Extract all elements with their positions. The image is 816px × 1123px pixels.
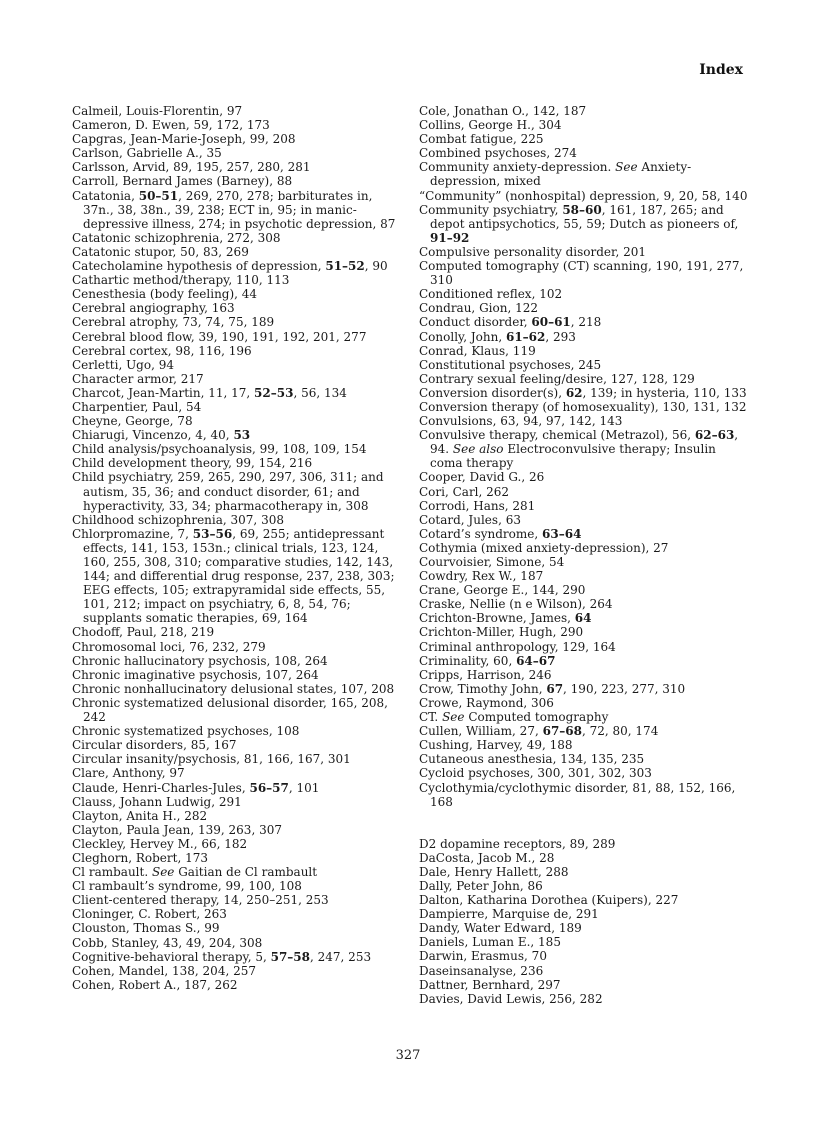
index-entry [419,555,749,569]
entry-text: Carlsson, Arvid, 89, 195, 257, 280, 281 [72,160,311,175]
index-column-right [419,104,749,1006]
main-page-ref: 51–52 [325,259,365,274]
entry-text: Crichton-Miller, Hugh, 290 [419,625,584,640]
main-page-ref: 60–61 [531,315,571,330]
index-entry [419,160,749,188]
index-entry [419,104,749,118]
index-entry [419,668,749,682]
index-column-left [72,104,402,992]
entry-text: Dampierre, Marquise de, 291 [419,907,599,922]
index-entry [72,160,402,174]
entry-text: Criminal anthropology, 129, 164 [419,639,616,654]
index-entry [72,752,402,766]
index-entry [72,682,402,696]
index-entry [72,964,402,978]
entry-text: Claude, Henri-Charles-Jules, [72,780,250,795]
index-entry [72,330,402,344]
index-entry [72,978,402,992]
index-entry [419,569,749,583]
index-entry [419,851,749,865]
main-page-ref: 57–58 [270,949,311,964]
entry-text: Daniels, Luman E., 185 [419,935,561,950]
entry-text: Chronic nonhallucinatory delusional states, 107, 208 [72,681,395,696]
entry-text: Clouston, Thomas S., 99 [72,921,220,936]
index-entry [72,400,402,414]
entry-text: Client-centered therapy, 14, 250–251, 253 [72,893,329,908]
entry-text: Conolly, John, [419,329,506,344]
entry-text: Cheyne, George, 78 [72,414,193,429]
entry-text: , 56, 134 [293,385,347,400]
entry-text: Chronic systematized psychoses, 108 [72,724,300,739]
entry-text: Clare, Anthony, 97 [72,766,185,781]
entry-text: Carroll, Bernard James (Barney), 88 [72,174,293,189]
entry-text: Childhood schizophrenia, 307, 308 [72,512,284,527]
entry-text: Cobb, Stanley, 43, 49, 204, 308 [72,935,263,950]
entry-text: , 139; in hysteria, 110, 133 [582,385,747,400]
index-entry [419,907,749,921]
entry-text: , 101 [288,780,320,795]
entry-text: Circular disorders, 85, 167 [72,738,237,753]
index-entry [72,907,402,921]
entry-text: Cohen, Robert A., 187, 262 [72,977,238,992]
entry-text: Cowdry, Rex W., 187 [419,569,544,584]
index-entry [72,936,402,950]
entry-text: Dattner, Bernhard, 297 [419,977,561,992]
main-page-ref: 62 [565,385,583,400]
entry-text: , 94. [430,428,739,457]
entry-text: Contrary sexual feeling/desire, 127, 128, 129 [419,371,695,386]
index-entry [419,865,749,879]
entry-text: Cullen, William, 27, [419,724,543,739]
entry-text: Compulsive personality disorder, 201 [419,244,646,259]
index-entry [419,386,749,400]
index-entry [72,174,402,188]
index-entry [72,527,402,626]
running-header: Index [699,62,743,78]
index-entry [419,921,749,935]
index-entry [72,344,402,358]
entry-text: Character armor, 217 [72,371,204,386]
entry-text: Chlorpromazine, 7, [72,526,193,541]
main-page-ref: 62–63 [694,428,735,443]
entry-text: Crane, George E., 144, 290 [419,583,586,598]
index-entry [72,879,402,893]
entry-text: Child development theory, 99, 154, 216 [72,456,313,471]
entry-text: Cohen, Mandel, 138, 204, 257 [72,963,256,978]
index-entry [419,935,749,949]
index-entry [72,287,402,301]
index-entry [72,273,402,287]
index-entry [72,668,402,682]
index-entry [419,315,749,329]
index-entry [419,682,749,696]
index-entry [72,456,402,470]
entry-text: Conrad, Klaus, 119 [419,343,536,358]
index-entry [72,104,402,118]
index-entry [72,189,402,231]
index-entry [72,301,402,315]
index-entry [72,724,402,738]
entry-text: Gaitian de Cl rambault [174,865,318,880]
index-entry [419,640,749,654]
entry-text: , 247, 253 [310,949,372,964]
entry-text: CT. [419,710,443,725]
page-number: 327 [395,1048,421,1063]
main-page-ref: 63–64 [542,526,582,541]
entry-text: Chronic systematized delusional disorder, 165, 208, 242 [72,695,388,725]
index-entry [72,414,402,428]
index-entry [419,118,749,132]
main-page-ref: 50–51 [138,188,179,203]
entry-text: Cenesthesia (body feeling), 44 [72,287,258,302]
index-entry [419,992,749,1006]
index-entry [419,837,749,851]
entry-text: Cotard, Jules, 63 [419,512,521,527]
entry-text: Cutaneous anesthesia, 134, 135, 235 [419,752,645,767]
entry-text: Chronic hallucinatory psychosis, 108, 264 [72,653,328,668]
index-entry [72,865,402,879]
entry-text: Cycloid psychoses, 300, 301, 302, 303 [419,766,652,781]
entry-text: Daseinsanalyse, 236 [419,963,544,978]
index-entry [72,315,402,329]
entry-text: Condrau, Gion, 122 [419,301,538,316]
entry-text: , 190, 223, 277, 310 [563,681,686,696]
index-entry [72,259,402,273]
entry-text: Catatonia, [72,188,139,203]
main-page-ref: 91–92 [430,230,470,245]
index-entry [419,513,749,527]
entry-text: Cerebral atrophy, 73, 74, 75, 189 [72,315,275,330]
main-page-ref: 53–56 [192,526,233,541]
entry-text: Conversion therapy (of homosexuality), 130, 131, 132 [419,399,747,414]
index-entry [419,583,749,597]
index-entry [72,654,402,668]
entry-text: Catatonic schizophrenia, 272, 308 [72,230,281,245]
entry-text: DaCosta, Jacob M., 28 [419,850,555,865]
entry-text: Crichton-Browne, James, [419,611,575,626]
entry-text: Clauss, Johann Ludwig, 291 [72,794,242,809]
entry-text: Chronic imaginative psychosis, 107, 264 [72,667,319,682]
entry-text: Darwin, Erasmus, 70 [419,949,547,964]
index-entry [72,358,402,372]
entry-text: Combined psychoses, 274 [419,146,577,161]
index-entry [72,470,402,512]
entry-text: Cerebral blood flow, 39, 190, 191, 192, 201, 277 [72,329,367,344]
entry-text: , 293 [545,329,576,344]
index-entry [419,766,749,780]
index-entry [72,921,402,935]
cross-reference: See [151,865,175,880]
entry-text: Cloninger, C. Robert, 263 [72,907,227,922]
entry-text: Anxiety-depression, mixed [430,160,692,189]
index-entry [72,823,402,837]
entry-text: Catatonic stupor, 50, 83, 269 [72,244,249,259]
index-entry [72,851,402,865]
entry-text: Cushing, Harvey, 49, 188 [419,738,573,753]
index-entry [419,330,749,344]
cross-reference: See [615,160,638,175]
entry-text: Capgras, Jean-Marie-Joseph, 99, 208 [72,132,296,147]
entry-text: Chiarugi, Vincenzo, 4, 40, [72,428,234,443]
index-entry [72,245,402,259]
entry-text: Community anxiety-depression. [419,160,616,175]
index-entry [72,372,402,386]
index-entry [72,795,402,809]
index-entry [419,146,749,160]
index-entry [419,949,749,963]
entry-text: Cerletti, Ugo, 94 [72,357,174,372]
entry-text: Electroconvulsive therapy; Insulin coma therapy [430,442,716,471]
entry-text: Cyclothymia/cyclothymic disorder, 81, 88, 152, 166, 168 [419,780,736,809]
index-entry [419,428,749,470]
index-entry [419,527,749,541]
index-entry [72,893,402,907]
entry-text: Carlson, Gabrielle A., 35 [72,146,222,161]
index-entry [419,358,749,372]
index-entry [419,893,749,907]
index-entry [419,132,749,146]
main-page-ref: 67–68 [542,724,582,739]
index-entry [419,189,749,203]
index-entry [419,372,749,386]
index-entry [419,696,749,710]
entry-text: , 69, 255; antidepressant effects, 141, 153, 153n.; clinical trials, 123, 124, 160, 255, 308, 310; comparative studies, 142, 143, 144; and differential drug response, 237, 238, 303; EEG effects, 105; extrapyramidal side effects, 55, 101, 212; impact on psychiatry, 6, 8, 54, 76; supplants somatic therapies, 69, 164 [83,526,395,626]
entry-text: Cerebral angiography, 163 [72,301,235,316]
index-entry [419,259,749,287]
entry-text: Child analysis/psychoanalysis, 99, 108, 109, 154 [72,442,367,457]
cross-reference: See also [452,442,504,457]
index-entry [72,837,402,851]
entry-text: Dally, Peter John, 86 [419,878,543,893]
index-entry [72,809,402,823]
entry-text: Calmeil, Louis-Florentin, 97 [72,104,243,118]
index-entry [419,541,749,555]
index-entry [419,344,749,358]
main-page-ref: 56–57 [249,780,289,795]
entry-text: Conditioned reflex, 102 [419,287,563,302]
entry-text: , 269, 270, 278; barbiturates in, 37n., 38, 38n., 39, 238; ECT in, 95; in manic-depressive illness, 274; in psychotic depression, 87 [83,188,396,231]
entry-text: Chromosomal loci, 76, 232, 279 [72,639,266,654]
entry-text: Criminality, 60, [419,653,517,668]
entry-text: Dale, Henry Hallett, 288 [419,864,569,879]
index-entry [419,724,749,738]
entry-text: Circular insanity/psychosis, 81, 166, 167, 301 [72,752,351,767]
entry-text: Chodoff, Paul, 218, 219 [72,625,215,640]
entry-text: Davies, David Lewis, 256, 282 [419,991,603,1006]
entry-text: Child psychiatry, 259, 265, 290, 297, 306, 311; and autism, 35, 36; and conduct disorder, 61; and hyperactivity, 33, 34; pharmacotherapy in, 308 [72,470,384,513]
index-entry [419,597,749,611]
main-page-ref: 67 [546,681,564,696]
cross-reference: See [442,710,465,725]
entry-text: Combat fatigue, 225 [419,132,544,147]
entry-text: Cl rambault’s syndrome, 99, 100, 108 [72,879,302,894]
entry-text: D2 dopamine receptors, 89, 289 [419,836,616,851]
entry-text: Cameron, D. Ewen, 59, 172, 173 [72,118,270,133]
entry-text: Convulsive therapy, chemical (Metrazol), 56, [419,428,695,443]
index-entry [72,766,402,780]
entry-text: , 90 [364,259,388,274]
entry-text: Clayton, Paula Jean, 139, 263, 307 [72,822,282,837]
index-entry [419,738,749,752]
index-entry [419,400,749,414]
entry-text: Dalton, Katharina Dorothea (Kuipers), 227 [419,893,679,908]
entry-text: Community psychiatry, [419,202,563,217]
main-page-ref: 53 [233,428,251,443]
entry-text: Cognitive-behavioral therapy, 5, [72,949,271,964]
entry-text: Cooper, David G., 26 [419,470,545,485]
index-entry [419,710,749,724]
entry-text: “Community” (nonhospital) depression, 9, 20, 58, 140 [419,188,748,203]
index-entry [72,781,402,795]
entry-text: Conduct disorder, [419,315,532,330]
index-entry [72,696,402,724]
entry-text: Courvoisier, Simone, 54 [419,555,565,569]
index-entry [419,301,749,315]
main-page-ref: 61–62 [505,329,546,344]
index-entry [72,132,402,146]
entry-text: Cori, Carl, 262 [419,484,510,499]
entry-text: Crow, Timothy John, [419,681,547,696]
index-entry [419,978,749,992]
entry-text: Crowe, Raymond, 306 [419,695,554,710]
entry-text: Conversion disorder(s), [419,385,566,400]
index-entry [72,950,402,964]
entry-text: Catecholamine hypothesis of depression, [72,259,326,274]
entry-text: Cleckley, Hervey M., 66, 182 [72,836,248,851]
entry-text: Cl rambault. [72,865,152,880]
index-entry [419,245,749,259]
index-entry [419,470,749,484]
index-entry [72,231,402,245]
entry-text: Cole, Jonathan O., 142, 187 [419,104,587,118]
entry-text: , 218 [570,315,602,330]
index-entry [419,654,749,668]
index-entry [72,386,402,400]
index-entry [72,738,402,752]
entry-text: Convulsions, 63, 94, 97, 142, 143 [419,414,623,429]
index-entry [419,499,749,513]
entry-text: Collins, George H., 304 [419,118,562,133]
index-entry [72,640,402,654]
entry-text: Charcot, Jean-Martin, 11, 17, [72,385,255,400]
main-page-ref: 58–60 [562,202,602,217]
entry-text: Cerebral cortex, 98, 116, 196 [72,343,252,358]
index-entry [419,879,749,893]
entry-text: Clayton, Anita H., 282 [72,808,208,823]
index-entry [419,752,749,766]
entry-text: Dandy, Water Edward, 189 [419,921,582,936]
entry-text: , 72, 80, 174 [582,724,659,739]
entry-text: Craske, Nellie (n e Wilson), 264 [419,597,613,612]
entry-text: Cothymia (mixed anxiety-depression), 27 [419,540,669,555]
index-entry [419,964,749,978]
index-entry [419,287,749,301]
entry-text: Constitutional psychoses, 245 [419,357,602,372]
index-entry [72,146,402,160]
index-entry [419,625,749,639]
entry-text: Cripps, Harrison, 246 [419,667,552,682]
index-entry [72,428,402,442]
index-entry [419,485,749,499]
index-entry [419,781,749,809]
index-entry [72,118,402,132]
letter-section-gap [419,809,749,837]
entry-text: , 161, 187, 265; and depot antipsychotics, 55, 59; Dutch as pioneers of, [430,202,739,231]
main-page-ref: 52–53 [254,385,294,400]
index-entry [72,625,402,639]
index-entry [72,513,402,527]
main-page-ref: 64–67 [516,653,556,668]
entry-text: Computed tomography (CT) scanning, 190, 191, 277, 310 [419,259,744,288]
entry-text: Cleghorn, Robert, 173 [72,850,208,865]
index-entry [419,414,749,428]
index-entry [72,442,402,456]
entry-text: Charpentier, Paul, 54 [72,399,202,414]
index-entry [419,611,749,625]
entry-text: Cathartic method/therapy, 110, 113 [72,273,290,288]
index-entry [419,203,749,245]
entry-text: Corrodi, Hans, 281 [419,498,536,513]
entry-text: Cotard’s syndrome, [419,526,543,541]
entry-text: Computed tomography [464,710,609,725]
main-page-ref: 64 [574,611,592,626]
